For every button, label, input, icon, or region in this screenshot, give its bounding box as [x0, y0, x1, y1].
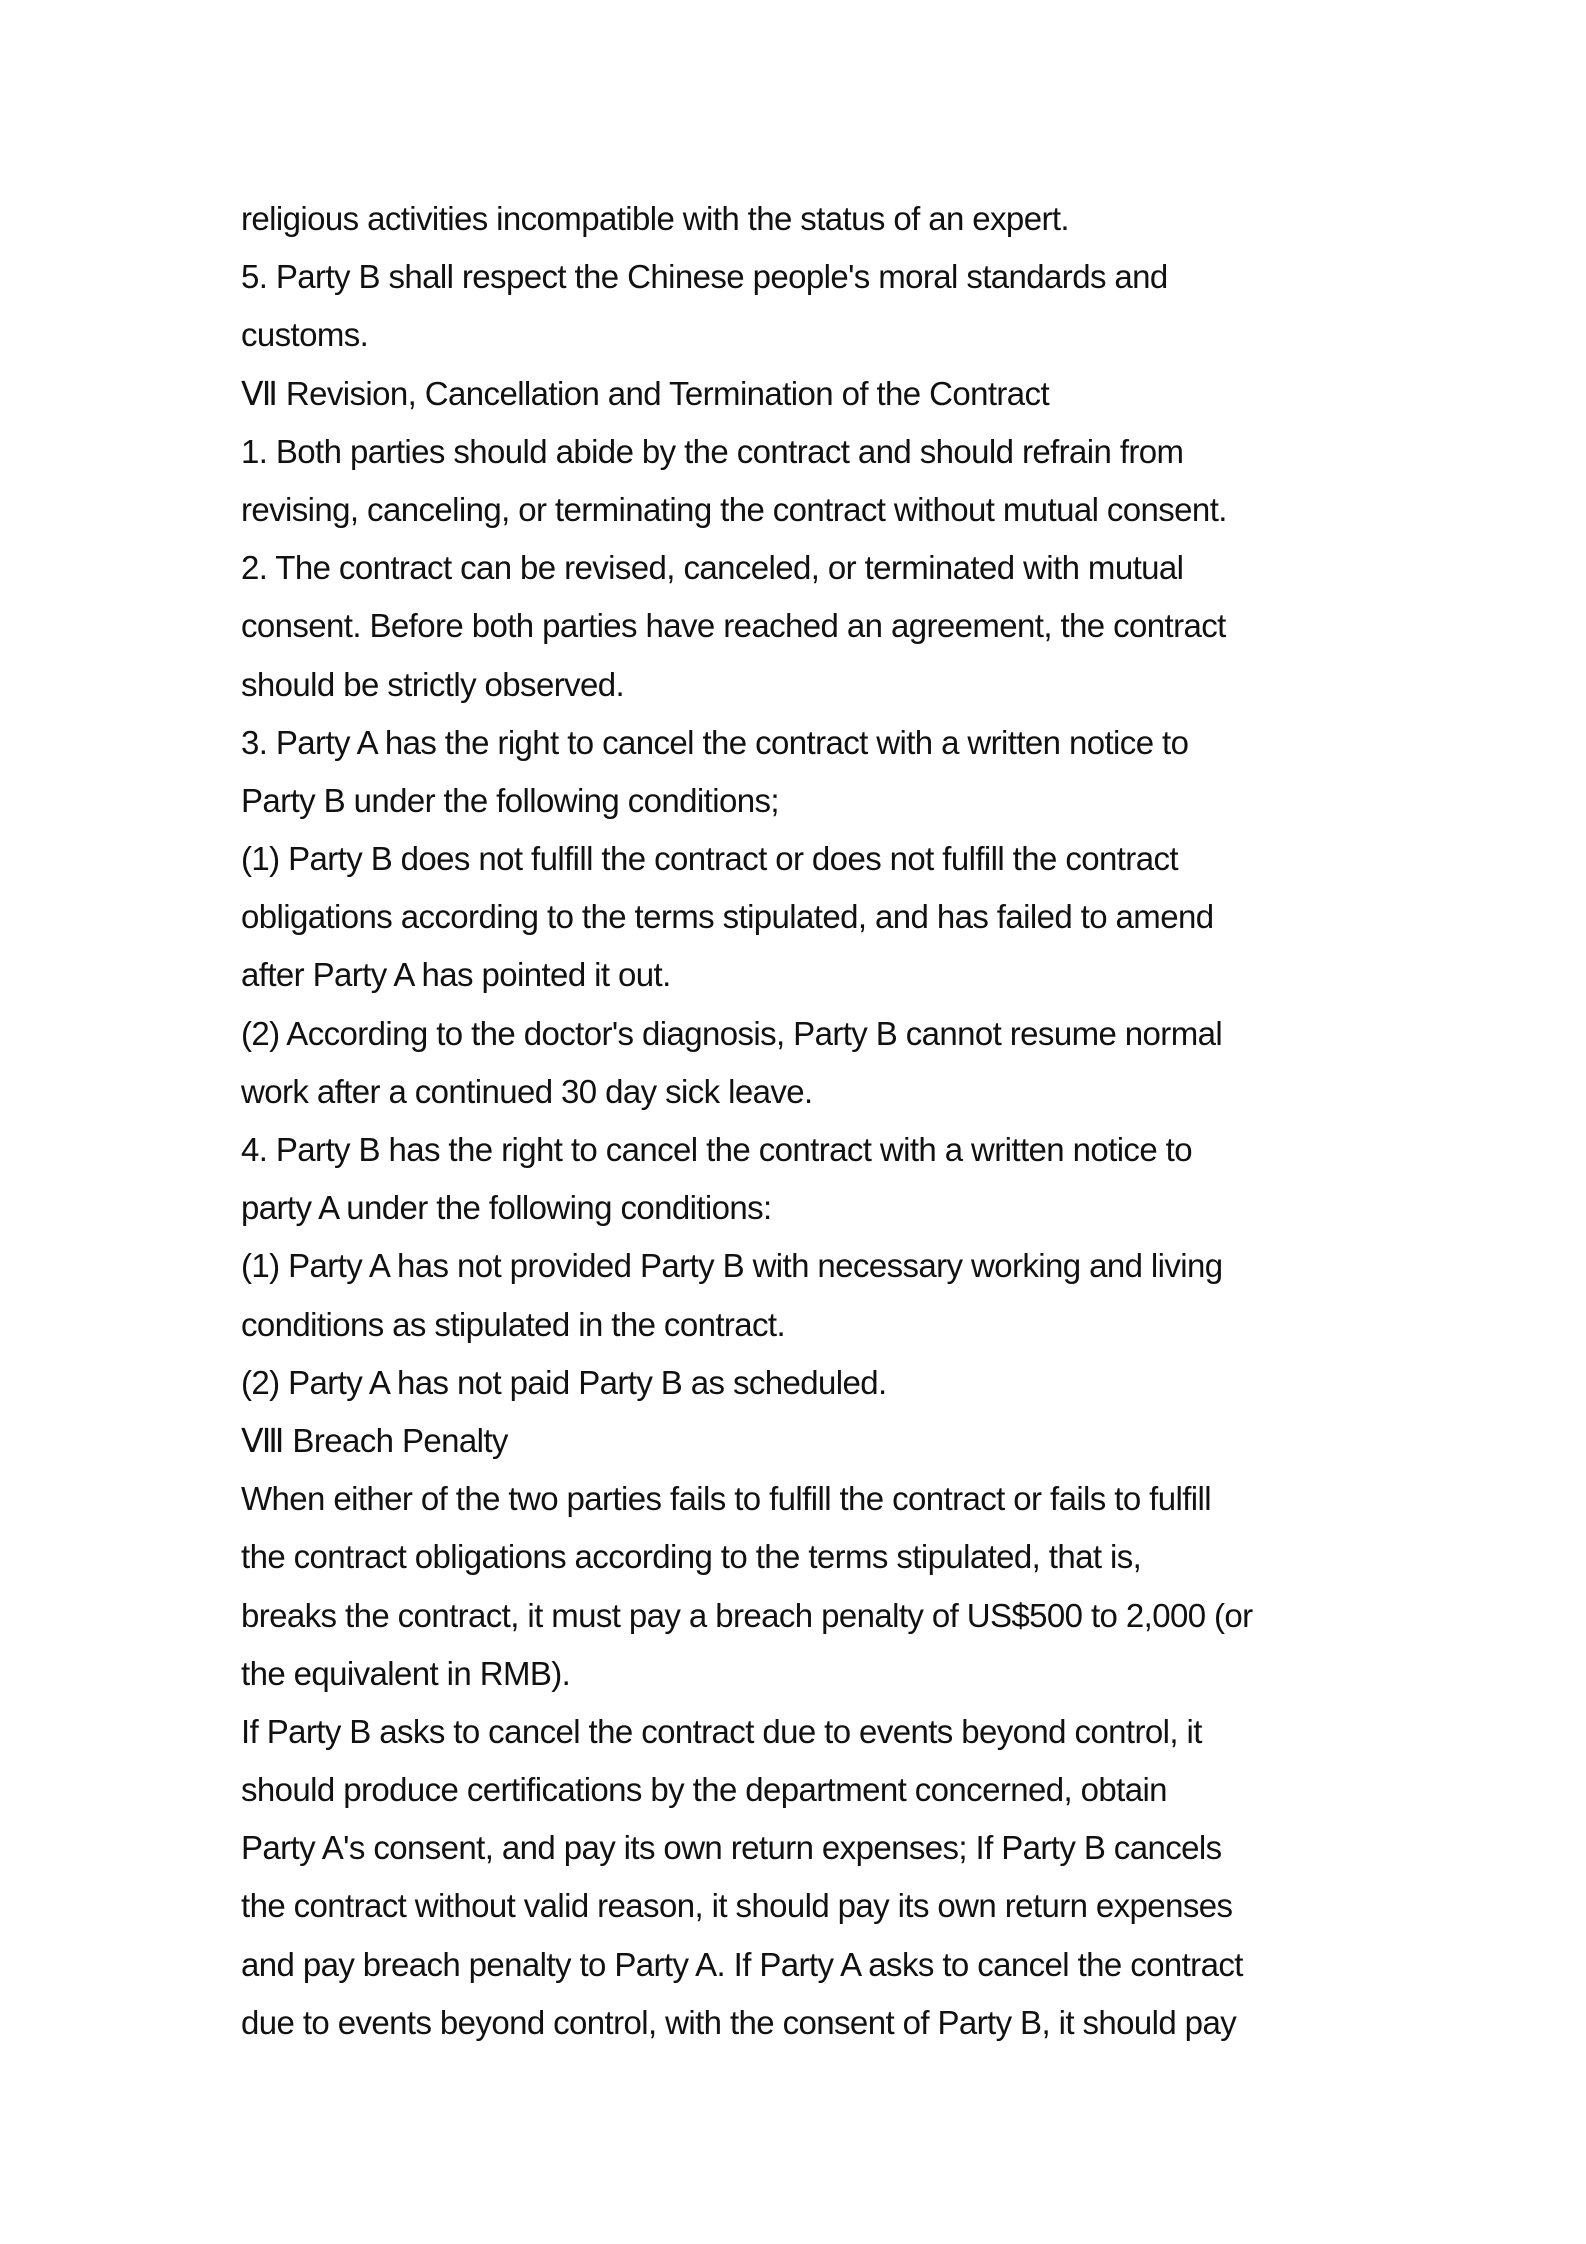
- text-line: and pay breach penalty to Party A. If Party A asks to cancel the contract: [241, 1945, 1243, 1983]
- text-line: revising, canceling, or terminating the contract without mutual consent.: [241, 490, 1227, 528]
- text-line: 4. Party B has the right to cancel the contract with a written notice to: [241, 1131, 1192, 1168]
- text-line: the contract obligations according to the terms stipulated, that is,: [241, 1538, 1142, 1576]
- text-line: conditions as stipulated in the contract.: [241, 1305, 786, 1343]
- text-line: party A under the following conditions:: [241, 1189, 772, 1227]
- text-line: If Party B asks to cancel the contract due to events beyond control, it: [241, 1712, 1202, 1750]
- text-line: When either of the two parties fails to fulfill the contract or fails to fulfill: [241, 1480, 1211, 1518]
- text-line: 2. The contract can be revised, canceled, or terminated with mutual: [241, 549, 1184, 587]
- text-line: customs.: [241, 316, 369, 354]
- text-line: religious activities incompatible with the status of an expert.: [241, 200, 1069, 237]
- document-body: [241, 190, 1361, 2052]
- text-line: (1) Party A has not provided Party B with necessary working and living: [241, 1247, 1223, 1285]
- text-line: 1. Both parties should abide by the contract and should refrain from: [241, 432, 1184, 470]
- text-line: Party B under the following conditions;: [241, 781, 779, 819]
- text-line: should produce certifications by the department concerned, obtain: [241, 1771, 1167, 1809]
- text-line: (1) Party B does not fulfill the contract or does not fulfill the contract: [241, 840, 1178, 878]
- section-heading: Ⅷ Breach Penalty: [241, 1421, 508, 1459]
- text-line: consent. Before both parties have reached an agreement, the contract: [241, 607, 1226, 645]
- text-line: should be strictly observed.: [241, 665, 625, 703]
- text-line: (2) Party A has not paid Party B as scheduled.: [241, 1363, 887, 1401]
- text-line: the equivalent in RMB).: [241, 1654, 571, 1692]
- text-line: obligations according to the terms stipulated, and has failed to amend: [241, 898, 1214, 936]
- text-line: breaks the contract, it must pay a breach penalty of US$500 to 2,000 (or: [241, 1596, 1253, 1634]
- text-line: after Party A has pointed it out.: [241, 956, 671, 994]
- text-line: (2) According to the doctor's diagnosis, Party B cannot resume normal: [241, 1014, 1223, 1052]
- section-heading: Ⅶ Revision, Cancellation and Termination of the Contract: [241, 374, 1050, 412]
- text-line: due to events beyond control, with the consent of Party B, it should pay: [241, 2003, 1237, 2041]
- text-line: the contract without valid reason, it should pay its own return expenses: [241, 1887, 1233, 1925]
- text-line: work after a continued 30 day sick leave.: [241, 1072, 813, 1110]
- text-line: 5. Party B shall respect the Chinese people's moral standards and: [241, 258, 1168, 296]
- text-line: Party A's consent, and pay its own return expenses; If Party B cancels: [241, 1829, 1222, 1867]
- text-line: 3. Party A has the right to cancel the contract with a written notice to: [241, 723, 1189, 761]
